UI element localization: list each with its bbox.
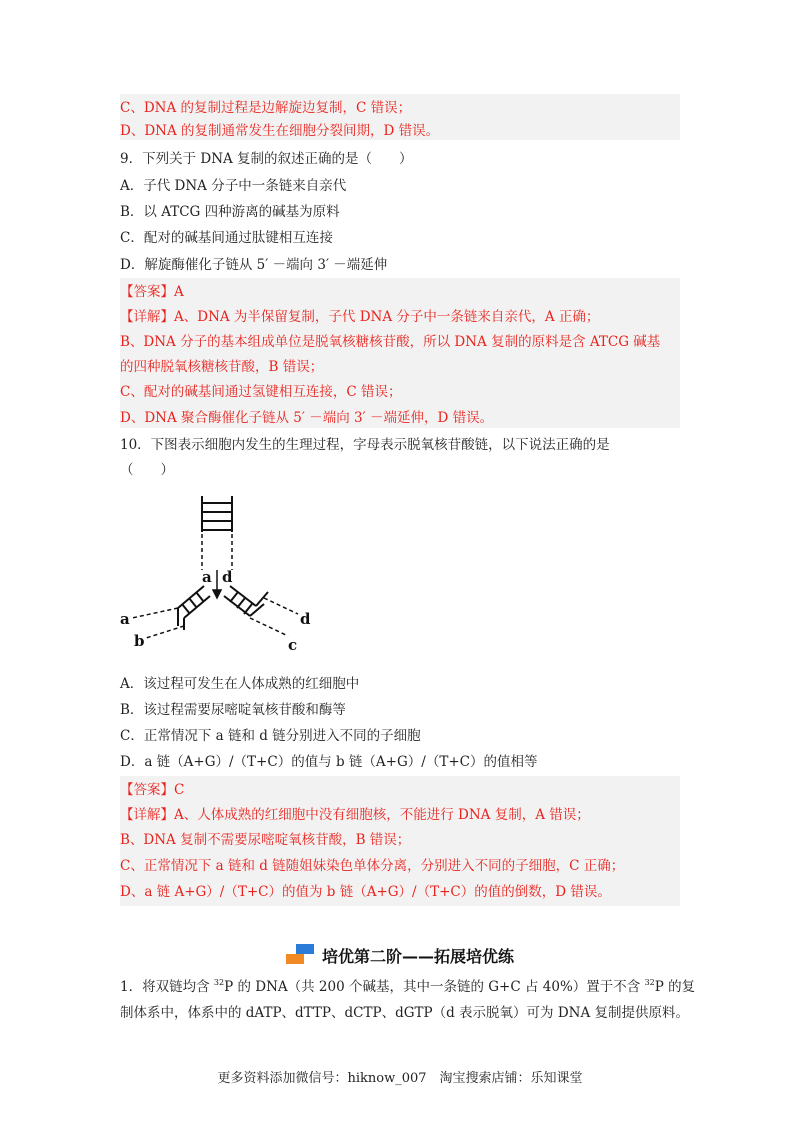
q1-line1-part-a: 1．将双链均含 [120, 979, 214, 995]
q10-option-b: B．该过程需要尿嘧啶氧核苷酸和酶等 [120, 702, 346, 718]
q9-option-c: C．配对的碱基间通过肽键相互连接 [120, 230, 333, 246]
section-heading [0, 944, 800, 967]
q9-answer-block [120, 278, 680, 428]
prev-answer-line-c: C、DNA 的复制过程是边解旋边复制，C 错误； [120, 100, 412, 116]
q9-answer: 【答案】A [120, 284, 184, 300]
parent-strands-dashed [202, 534, 232, 570]
q10-option-a: A．该过程可发生在人体成熟的红细胞中 [120, 676, 360, 692]
q9-explain-3: 的四种脱氧核糖核苷酸，B 错误； [120, 359, 324, 375]
q10-explain-4: D、a 链 A+G）/（T+C）的值为 b 链（A+G）/（T+C）的值的倒数，D 错误。 [120, 884, 611, 900]
q9-explain-1: 【详解】A、DNA 为半保留复制，子代 DNA 分子中一条链来自亲代，A 正确； [120, 309, 600, 325]
label-d-right: d [300, 610, 311, 628]
q10-explain-2: B、DNA 复制不需要尿嘧啶氧核苷酸，B 错误； [120, 832, 411, 848]
parent-helix [202, 496, 232, 532]
q10-explain-3: C、正常情况下 a 链和 d 链随姐妹染色单体分离，分别进入不同的子细胞，C 正确； [120, 858, 625, 874]
q10-option-c: C．正常情况下 a 链和 d 链分别进入不同的子细胞 [120, 728, 421, 744]
q10-answer: 【答案】C [120, 782, 185, 798]
q1-isotope-sup-1: 32 [213, 978, 225, 987]
q10-option-d: D．a 链（A+G）/（T+C）的值与 b 链（A+G）/（T+C）的值相等 [120, 754, 538, 770]
q1-line1-part-b: P 的 DNA（共 200 个碱基，其中一条链的 G+C 占 40%）置于不含 [224, 979, 645, 995]
right-daughter-helix [224, 586, 268, 616]
q1-line2: 制体系中，体系中的 dATP、dTTP、dCTP、dGTP（d 表示脱氧）可为 DNA 复制提供原料。 [120, 1005, 689, 1021]
label-b-left: b [134, 632, 145, 650]
q9-explain-4: C、配对的碱基间通过氢键相互连接，C 错误； [120, 384, 402, 400]
page-footer: 更多资料添加微信号：hiknow_007 淘宝搜索店铺：乐知课堂 [217, 1071, 583, 1086]
left-daughter-helix [178, 586, 210, 630]
q9-explain-5: D、DNA 聚合酶催化子链从 5′ －端向 3′ －端延伸，D 错误。 [120, 410, 494, 426]
direction-arrow [213, 570, 221, 598]
label-d-top: d [222, 568, 233, 586]
dna-replication-figure [118, 490, 328, 660]
q10-stem-line2: （ ） [120, 462, 174, 478]
q10-explain-1: 【详解】A、人体成熟的红细胞中没有细胞核，不能进行 DNA 复制，A 错误； [120, 807, 590, 823]
label-c-right: c [288, 636, 298, 654]
q9-explain-2: B、DNA 分子的基本组成单位是脱氧核糖核苷酸，所以 DNA 复制的原料是含 ATCG 碱基 [120, 334, 661, 350]
q9-stem: 9．下列关于 DNA 复制的叙述正确的是（ ） [120, 151, 413, 167]
section-logo-icon [286, 944, 316, 966]
q9-option-d: D．解旋酶催化子链从 5′ －端向 3′ －端延伸 [120, 257, 388, 273]
label-a-left: a [120, 610, 130, 628]
label-a-top: a [202, 568, 212, 586]
prev-answer-line-d: D、DNA 的复制通常发生在细胞分裂间期，D 错误。 [120, 123, 440, 139]
section-title-text: 培优第二阶——拓展培优练 [321, 947, 514, 966]
q1-isotope-sup-2: 32 [644, 978, 655, 987]
q9-option-a: A．子代 DNA 分子中一条链来自亲代 [120, 178, 347, 194]
q10-stem-line1: 10．下图表示细胞内发生的生理过程，字母表示脱氧核苷酸链，以下说法正确的是 [120, 437, 610, 453]
q1-line1-part-c: P 的复 [654, 979, 696, 995]
q9-option-b: B．以 ATCG 四种游离的碱基为原料 [120, 204, 340, 220]
q1-line1 [120, 978, 695, 996]
